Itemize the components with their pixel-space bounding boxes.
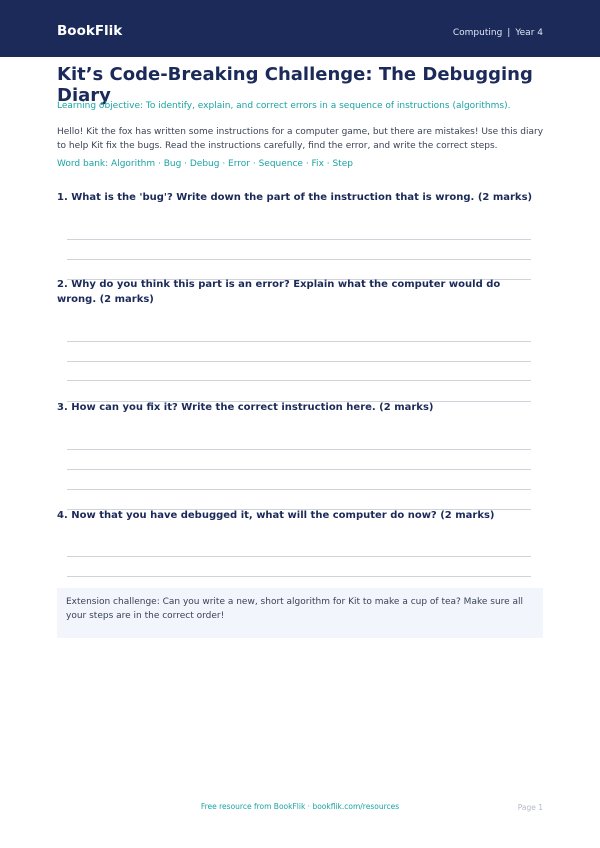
answer-line[interactable]: [67, 576, 531, 577]
footer-credit[interactable]: Free resource from BookFlik · bookflik.com/resources: [200, 802, 400, 811]
question-4: 4. Now that you have debugged it, what will the computer do now? (2 marks): [57, 510, 495, 521]
answer-line[interactable]: [67, 341, 531, 342]
extension-text: Extension challenge: Can you write a new, short algorithm for Kit to make a cup of tea? Make sure all your steps are in the correct order!: [66, 597, 524, 621]
question-2: 2. Why do you think this part is an error? Explain what the computer would do wrong. (2 marks): [57, 279, 501, 305]
page-number: Page 1: [517, 803, 543, 812]
learning-objective: Learning objective: To identify, explain, and correct errors in a sequence of instructions (algorithms).: [57, 101, 511, 111]
answer-line[interactable]: [67, 239, 531, 240]
answer-line[interactable]: [67, 380, 531, 381]
header-meta: [453, 28, 543, 38]
meta-separator: |: [507, 28, 511, 38]
answer-line[interactable]: [67, 469, 531, 470]
extension-box: [57, 588, 543, 638]
question-3: 3. How can you fix it? Write the correct instruction here. (2 marks): [57, 402, 434, 413]
answer-line[interactable]: [67, 361, 531, 362]
answer-line[interactable]: [67, 489, 531, 490]
intro-text: Hello! Kit the fox has written some instructions for a computer game, but there are mistakes! Use this diary to help Kit fix the bugs. Read the instructions carefully, find the error, and write the correct steps.: [57, 127, 544, 151]
subject-label: Computing: [452, 28, 503, 38]
page-title: Kit’s Code-Breaking Challenge: The Debugging Diary: [57, 64, 533, 106]
answer-line[interactable]: [67, 449, 531, 450]
year-label: Year 4: [515, 28, 543, 38]
word-bank: Word bank: Algorithm · Bug · Debug · Error · Sequence · Fix · Step: [57, 159, 353, 169]
answer-line[interactable]: [67, 556, 531, 557]
question-1: 1. What is the 'bug'? Write down the part of the instruction that is wrong. (2 marks): [57, 192, 533, 203]
answer-line[interactable]: [67, 259, 531, 260]
brand-logo[interactable]: BookFlik: [57, 23, 123, 39]
header-bar: [0, 0, 600, 57]
